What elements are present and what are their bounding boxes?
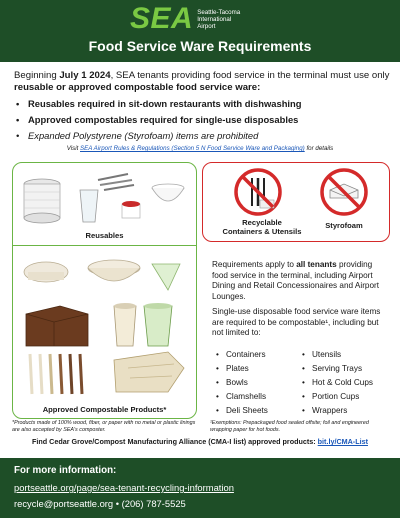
requirements-scope-paragraph: Requirements apply to all tenants providing food service in the terminal, including Airport Dining and Retail Concessionaires and Airport Lounges. <box>212 260 380 301</box>
details-line: Visit SEA Airport Rules & Regulations (Section 5 N Food Service Ware and Packaging) for details <box>66 145 334 152</box>
footer-title: For more information: <box>14 465 117 476</box>
requirements-compostable-paragraph: Single-use disposable food service ware items are required to be compostable¹, including but not limited to: <box>212 307 381 338</box>
compostable-footnote: *Products made of 100% wood, fiber, or paper with no metal or plastic linings are also accepted by SEA's composter. <box>12 420 196 433</box>
header-banner <box>0 0 400 62</box>
cma-list-link[interactable]: bit.ly/CMA-List <box>317 437 368 446</box>
metal-cutlery-icon <box>98 174 134 190</box>
compostable-products-label: Approved Compostable Products* <box>42 405 167 414</box>
reusables-label: Reusables <box>85 231 124 240</box>
list-item: • Clamshells <box>216 390 302 404</box>
bullet-reusables: • Reusables required in sit-down restaurants with dishwashing <box>14 96 390 112</box>
effective-date: July 1 2024 <box>59 70 111 81</box>
styrofoam-label: Styrofoam <box>325 221 363 230</box>
compostable-products-illustration <box>18 250 192 402</box>
list-item: • Serving Trays <box>302 362 392 376</box>
compostable-items-list <box>216 348 392 418</box>
logo-subtitle: Seattle-Tacoma International Airport <box>197 9 241 30</box>
glass-cup-icon <box>80 190 98 222</box>
sea-airport-logo <box>130 4 240 34</box>
takeout-box-icon <box>26 306 88 346</box>
compostable-utensils-icon <box>30 354 82 394</box>
list-item: • Containers <box>216 348 302 362</box>
paper-cup-icon <box>114 303 136 346</box>
paper-cone-cup-icon <box>152 264 180 290</box>
page-title: Food Service Ware Requirements <box>88 38 312 54</box>
cma-list-line: Find Cedar Grove/Compost Manufacturing Alliance (CMA-I list) approved products: bit.ly/CMA-List <box>32 437 368 446</box>
info-page-link[interactable]: portseattle.org/page/sea-tenant-recycling-information <box>14 482 234 493</box>
intro-paragraph: Beginning July 1 2024, SEA tenants providing food service in the terminal must use only reusable or approved compostable food service ware: <box>14 70 390 93</box>
rules-regulations-link[interactable]: SEA Airport Rules & Regulations (Section 5 N Food Service Ware and Packaging) <box>80 145 305 152</box>
panel-divider <box>12 245 197 246</box>
requirement-bullets <box>14 96 390 144</box>
list-item: • Plates <box>216 362 302 376</box>
plate-stack-icon <box>24 179 60 223</box>
ramekin-icon <box>122 201 140 218</box>
ceramic-bowl-icon <box>152 184 184 201</box>
fiber-plate-icon <box>24 262 68 282</box>
list-item: • Portion Cups <box>302 390 392 404</box>
no-plastic-utensils-icon <box>232 166 284 218</box>
contact-info: recycle@portseattle.org • (206) 787-5525 <box>14 498 186 509</box>
compostable-cold-cup-icon <box>144 303 172 346</box>
list-item: • Bowls <box>216 376 302 390</box>
footer-banner <box>0 458 400 518</box>
logo-wordmark: SEA <box>130 2 194 35</box>
fiber-bowl-icon <box>88 260 140 281</box>
exemptions-footnote: ¹Exemptions: Prepackaged food sealed offsite; foil and engineered wrapping paper for hot foods. <box>210 420 369 433</box>
list-item: • Utensils <box>302 348 392 362</box>
recyclable-label: Recyclable Containers & Utensils <box>222 218 302 236</box>
reusables-illustration <box>20 170 190 232</box>
list-item: • Wrappers <box>302 404 392 418</box>
list-item: • Deli Sheets <box>216 404 302 418</box>
fiber-clamshell-icon <box>114 352 184 392</box>
no-styrofoam-icon <box>318 166 370 218</box>
bullet-styrofoam: • Expanded Polystyrene (Styrofoam) items are prohibited <box>14 128 390 144</box>
list-item: • Hot & Cold Cups <box>302 376 392 390</box>
bullet-compostables: • Approved compostables required for single-use disposables <box>14 112 390 128</box>
